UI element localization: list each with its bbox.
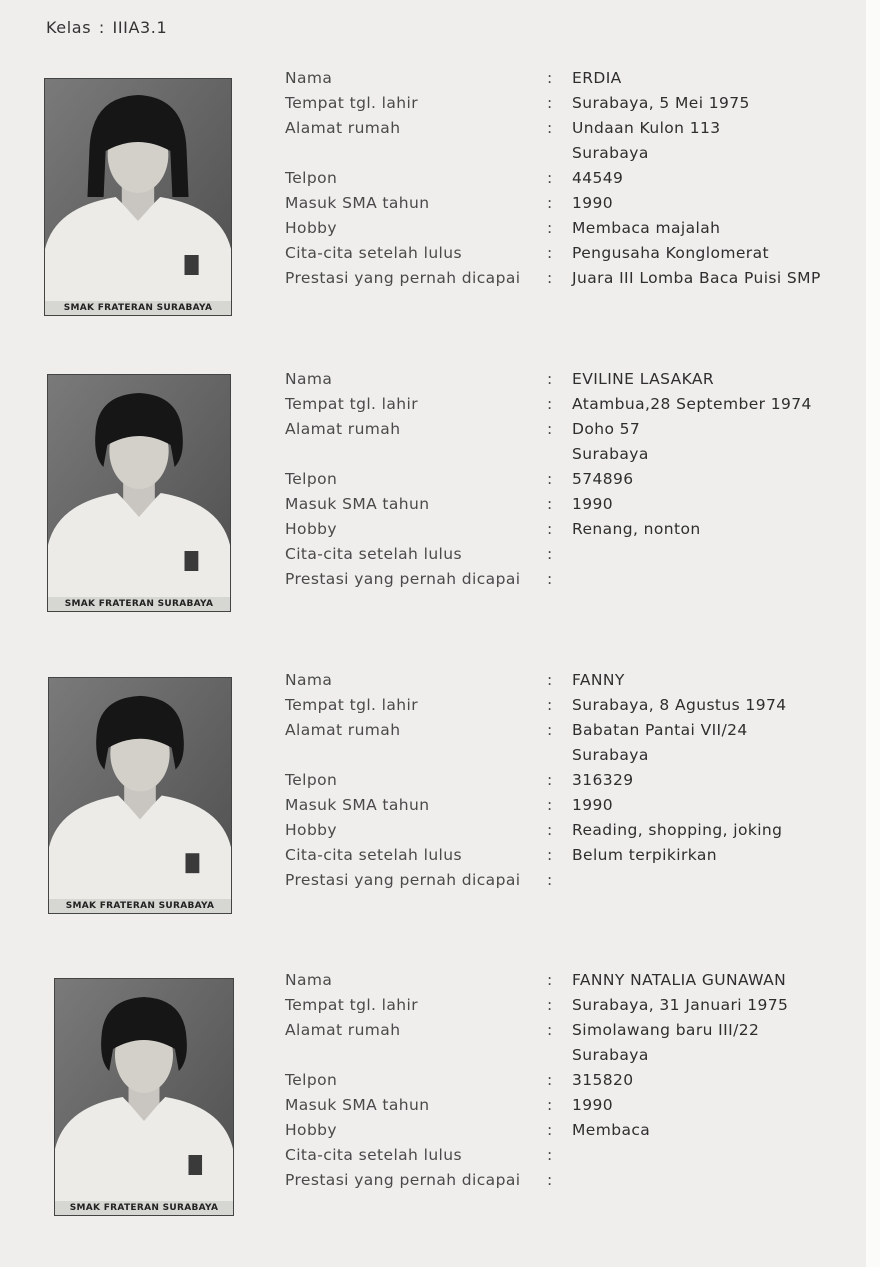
photo-caption: SMAK FRATERAN SURABAYA <box>49 899 231 913</box>
field-label-masuk: Masuk SMA tahun <box>285 1096 430 1114</box>
field-colon: : <box>547 721 553 739</box>
field-colon: : <box>547 395 553 413</box>
field-label-hobby: Hobby <box>285 821 337 839</box>
field-value-hobby: Reading, shopping, joking <box>572 821 783 839</box>
field-colon: : <box>547 871 553 889</box>
detail-row-telpon <box>285 467 875 492</box>
field-colon: : <box>547 495 553 513</box>
detail-row-cita <box>285 542 875 567</box>
photo-caption: SMAK FRATERAN SURABAYA <box>48 597 230 611</box>
detail-row-nama <box>285 968 875 993</box>
field-label-alamat: Alamat rumah <box>285 721 401 739</box>
field-colon: : <box>547 1096 553 1114</box>
class-value: IIIA3.1 <box>112 18 168 37</box>
field-value-nama: FANNY <box>572 671 625 689</box>
field-value-masuk: 1990 <box>572 495 614 513</box>
field-label-prestasi: Prestasi yang pernah dicapai <box>285 570 521 588</box>
field-value-telpon: 44549 <box>572 169 624 187</box>
detail-row-prestasi <box>285 1168 875 1193</box>
class-colon: : <box>98 18 105 37</box>
detail-row-nama <box>285 367 875 392</box>
field-colon: : <box>547 696 553 714</box>
field-value-alamat1: Undaan Kulon 113 <box>572 119 721 137</box>
field-label-masuk: Masuk SMA tahun <box>285 495 430 513</box>
field-colon: : <box>547 470 553 488</box>
field-label-tempat: Tempat tgl. lahir <box>285 996 418 1014</box>
field-label-telpon: Telpon <box>285 1071 338 1089</box>
field-value-hobby: Membaca <box>572 1121 651 1139</box>
field-colon: : <box>547 996 553 1014</box>
field-label-telpon: Telpon <box>285 470 338 488</box>
detail-row-alamat2 <box>285 743 875 768</box>
field-colon: : <box>547 119 553 137</box>
field-colon: : <box>547 545 553 563</box>
student-details <box>285 668 875 893</box>
detail-row-cita <box>285 1143 875 1168</box>
field-colon: : <box>547 796 553 814</box>
field-colon: : <box>547 169 553 187</box>
detail-row-alamat1 <box>285 1018 875 1043</box>
field-label-cita: Cita-cita setelah lulus <box>285 244 462 262</box>
field-colon: : <box>547 420 553 438</box>
field-value-alamat2: Surabaya <box>572 144 649 162</box>
field-label-nama: Nama <box>285 671 333 689</box>
detail-row-alamat2 <box>285 1043 875 1068</box>
detail-row-hobby <box>285 818 875 843</box>
field-value-alamat2: Surabaya <box>572 746 649 764</box>
detail-row-cita <box>285 843 875 868</box>
field-value-masuk: 1990 <box>572 796 614 814</box>
detail-row-prestasi <box>285 266 875 291</box>
field-value-hobby: Renang, nonton <box>572 520 701 538</box>
detail-row-tempat <box>285 693 875 718</box>
field-label-hobby: Hobby <box>285 1121 337 1139</box>
detail-row-masuk <box>285 793 875 818</box>
field-value-tempat: Surabaya, 31 Januari 1975 <box>572 996 789 1014</box>
field-label-cita: Cita-cita setelah lulus <box>285 846 462 864</box>
field-colon: : <box>547 1146 553 1164</box>
field-colon: : <box>547 219 553 237</box>
detail-row-telpon <box>285 768 875 793</box>
field-label-masuk: Masuk SMA tahun <box>285 796 430 814</box>
photo-caption: SMAK FRATERAN SURABAYA <box>45 301 231 315</box>
field-colon: : <box>547 1121 553 1139</box>
field-value-telpon: 574896 <box>572 470 634 488</box>
detail-row-hobby <box>285 517 875 542</box>
field-colon: : <box>547 821 553 839</box>
student-photo <box>54 978 234 1216</box>
field-label-prestasi: Prestasi yang pernah dicapai <box>285 269 521 287</box>
field-label-tempat: Tempat tgl. lahir <box>285 94 418 112</box>
detail-row-masuk <box>285 1093 875 1118</box>
field-value-alamat2: Surabaya <box>572 1046 649 1064</box>
field-value-tempat: Surabaya, 8 Agustus 1974 <box>572 696 787 714</box>
field-colon: : <box>547 1021 553 1039</box>
student-details <box>285 367 875 592</box>
field-colon: : <box>547 69 553 87</box>
student-details <box>285 968 875 1193</box>
field-value-tempat: Surabaya, 5 Mei 1975 <box>572 94 750 112</box>
field-label-alamat: Alamat rumah <box>285 1021 401 1039</box>
field-colon: : <box>547 1171 553 1189</box>
field-label-prestasi: Prestasi yang pernah dicapai <box>285 871 521 889</box>
field-value-nama: EVILINE LASAKAR <box>572 370 715 388</box>
field-label-telpon: Telpon <box>285 169 338 187</box>
field-value-cita: Pengusaha Konglomerat <box>572 244 769 262</box>
detail-row-prestasi <box>285 567 875 592</box>
field-label-telpon: Telpon <box>285 771 338 789</box>
field-label-nama: Nama <box>285 370 333 388</box>
field-label-alamat: Alamat rumah <box>285 119 401 137</box>
field-value-telpon: 316329 <box>572 771 634 789</box>
field-value-alamat1: Doho 57 <box>572 420 641 438</box>
student-photo <box>47 374 231 612</box>
field-value-tempat: Atambua,28 September 1974 <box>572 395 812 413</box>
field-value-cita: Belum terpikirkan <box>572 846 717 864</box>
detail-row-nama <box>285 668 875 693</box>
field-colon: : <box>547 269 553 287</box>
field-colon: : <box>547 1071 553 1089</box>
field-colon: : <box>547 370 553 388</box>
field-label-cita: Cita-cita setelah lulus <box>285 1146 462 1164</box>
field-value-masuk: 1990 <box>572 194 614 212</box>
photo-caption: SMAK FRATERAN SURABAYA <box>55 1201 233 1215</box>
field-label-nama: Nama <box>285 971 333 989</box>
field-colon: : <box>547 194 553 212</box>
field-value-prestasi: Juara III Lomba Baca Puisi SMP <box>572 269 821 287</box>
detail-row-alamat1 <box>285 417 875 442</box>
detail-row-masuk <box>285 492 875 517</box>
field-value-nama: FANNY NATALIA GUNAWAN <box>572 971 787 989</box>
student-photo <box>48 677 232 914</box>
field-colon: : <box>547 570 553 588</box>
field-colon: : <box>547 771 553 789</box>
field-value-alamat1: Simolawang baru III/22 <box>572 1021 760 1039</box>
field-value-masuk: 1990 <box>572 1096 614 1114</box>
detail-row-hobby <box>285 1118 875 1143</box>
field-colon: : <box>547 244 553 262</box>
field-value-alamat2: Surabaya <box>572 445 649 463</box>
field-label-prestasi: Prestasi yang pernah dicapai <box>285 1171 521 1189</box>
field-value-nama: ERDIA <box>572 69 622 87</box>
field-label-alamat: Alamat rumah <box>285 420 401 438</box>
field-colon: : <box>547 671 553 689</box>
detail-row-tempat <box>285 392 875 417</box>
field-label-hobby: Hobby <box>285 520 337 538</box>
field-value-alamat1: Babatan Pantai VII/24 <box>572 721 748 739</box>
detail-row-prestasi <box>285 868 875 893</box>
detail-row-alamat2 <box>285 442 875 467</box>
field-label-masuk: Masuk SMA tahun <box>285 194 430 212</box>
field-label-nama: Nama <box>285 69 333 87</box>
detail-row-tempat <box>285 993 875 1018</box>
field-value-telpon: 315820 <box>572 1071 634 1089</box>
field-colon: : <box>547 520 553 538</box>
class-label: Kelas <box>46 18 92 37</box>
field-colon: : <box>547 846 553 864</box>
detail-row-telpon <box>285 1068 875 1093</box>
field-label-hobby: Hobby <box>285 219 337 237</box>
detail-row-alamat1 <box>285 718 875 743</box>
field-value-hobby: Membaca majalah <box>572 219 721 237</box>
field-label-cita: Cita-cita setelah lulus <box>285 545 462 563</box>
field-label-tempat: Tempat tgl. lahir <box>285 395 418 413</box>
field-colon: : <box>547 971 553 989</box>
field-label-tempat: Tempat tgl. lahir <box>285 696 418 714</box>
field-colon: : <box>547 94 553 112</box>
